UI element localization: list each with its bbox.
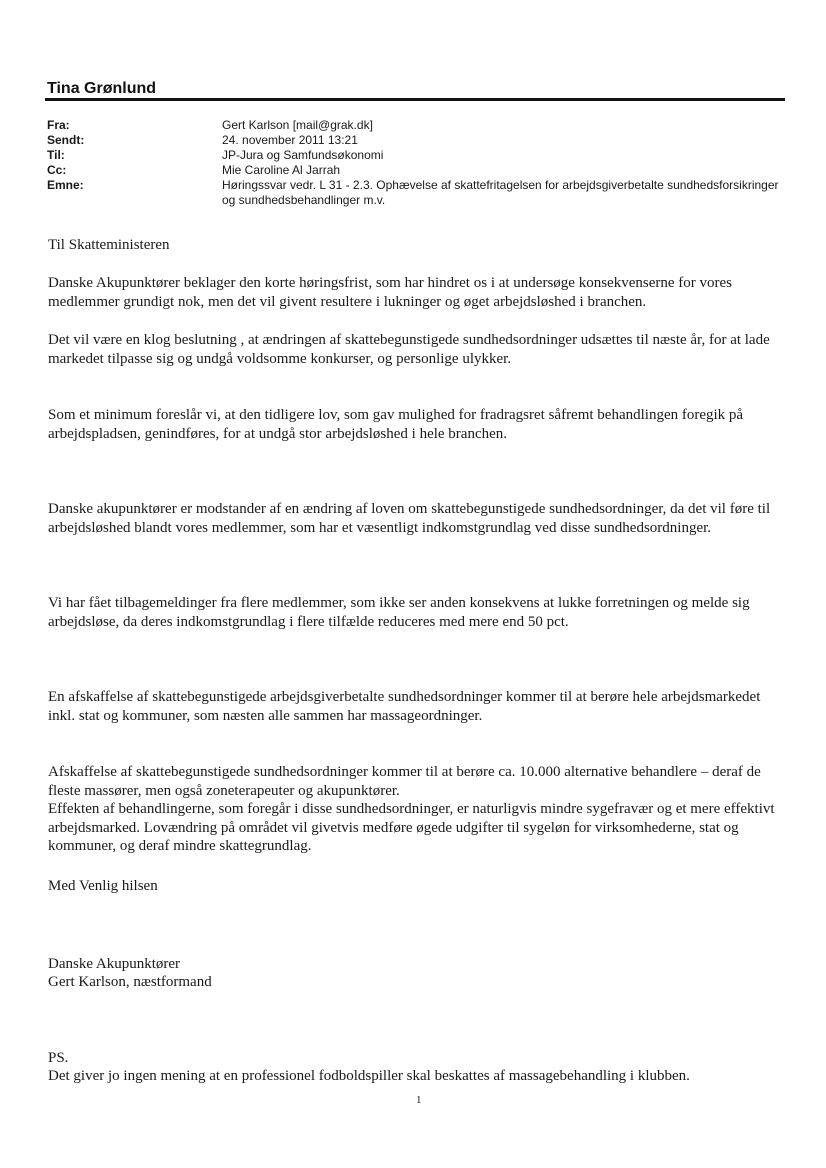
from-value: Gert Karlson [mail@grak.dk] xyxy=(222,118,373,132)
to-label: Til: xyxy=(47,148,65,162)
paragraph-7: Afskaffelse af skattebegunstigede sundhedsordninger kommer til at berøre ca. 10.000 alternative behandlere – deraf de fleste massører, men også zoneterapeuter og akupunktører. xyxy=(48,764,761,799)
cc-value: Mie Caroline Al Jarrah xyxy=(222,163,341,177)
subject-value: Høringssvar vedr. L 31 - 2.3. Ophævelse af skattefritagelsen for arbejdsgiverbetalte sundhedsforsikringer og sundhedsbehandlinger m.v. xyxy=(222,178,779,207)
header-divider xyxy=(45,98,785,101)
sent-value: 24. november 2011 13:21 xyxy=(222,133,358,147)
paragraph-6: En afskaffelse af skattebegunstigede arbejdsgiverbetalte sundhedsordninger kommer til at berøre hele arbejdsmarkedet inkl. stat og kommuner, som næsten alle sammen har massageordninger. xyxy=(48,689,761,724)
subject-label: Emne: xyxy=(47,178,84,192)
paragraph-3: Som et minimum foreslår vi, at den tidligere lov, som gav mulighed for fradragsret såfremt behandlingen foregik på arbejdspladsen, genindføres, for at undgå stor arbejdsløshed i hele branchen. xyxy=(48,407,744,442)
paragraph-2: Det vil være en klog beslutning , at ændringen af skattebegunstigede sundhedsordninger udsættes til næste år, for at lade markedet tilpasse sig og undgå voldsomme konkurser, og personlige ulykker. xyxy=(48,332,770,367)
paragraph-4: Danske akupunktører er modstander af en ændring af loven om skattebegunstigede sundhedsordninger, da det vil føre til arbejdsløshed blandt vores medlemmer, som har et væsentligt indkomstgrundlag ved disse sundhedsordninger. xyxy=(48,501,771,536)
ps-label: PS. xyxy=(48,1050,69,1066)
cc-label: Cc: xyxy=(47,163,67,177)
paragraph-8: Effekten af behandlingerne, som foregår i disse sundhedsordninger, er naturligvis mindre sygefravær og et mere effektivt arbejdsmarked. Lovændring på området vil givetvis medføre øgede udgifter til sygeløn for virksomhederne, stat og kommuner, og deraf mindre skattegrundlag. xyxy=(48,801,775,854)
mailbox-owner-name: Tina Grønlund xyxy=(47,80,157,97)
from-label: Fra: xyxy=(47,118,70,132)
closing: Med Venlig hilsen xyxy=(48,878,158,894)
page-number: 1 xyxy=(416,1094,422,1106)
to-value: JP-Jura og Samfundsøkonomi xyxy=(222,148,384,162)
greeting: Til Skatteministeren xyxy=(48,237,170,253)
ps-text: Det giver jo ingen mening at en professionel fodboldspiller skal beskattes af massagebehandling i klubben. xyxy=(48,1068,690,1084)
signature-organization: Danske Akupunktører xyxy=(48,956,181,972)
signature-person: Gert Karlson, næstformand xyxy=(48,974,212,990)
paragraph-5: Vi har fået tilbagemeldinger fra flere medlemmer, som ikke ser anden konsekvens at lukke forretningen og melde sig arbejdsløse, da deres indkomstgrundlag i flere tilfælde reduceres med mere end 50 pct. xyxy=(48,595,750,630)
sent-label: Sendt: xyxy=(47,133,85,147)
paragraph-1: Danske Akupunktører beklager den korte høringsfrist, som har hindret os i at undersøge konsekvenserne for vores medlemmer grundigt nok, men det vil givent resultere i lukninger og øget arbejdsløshed i branchen. xyxy=(48,275,732,310)
